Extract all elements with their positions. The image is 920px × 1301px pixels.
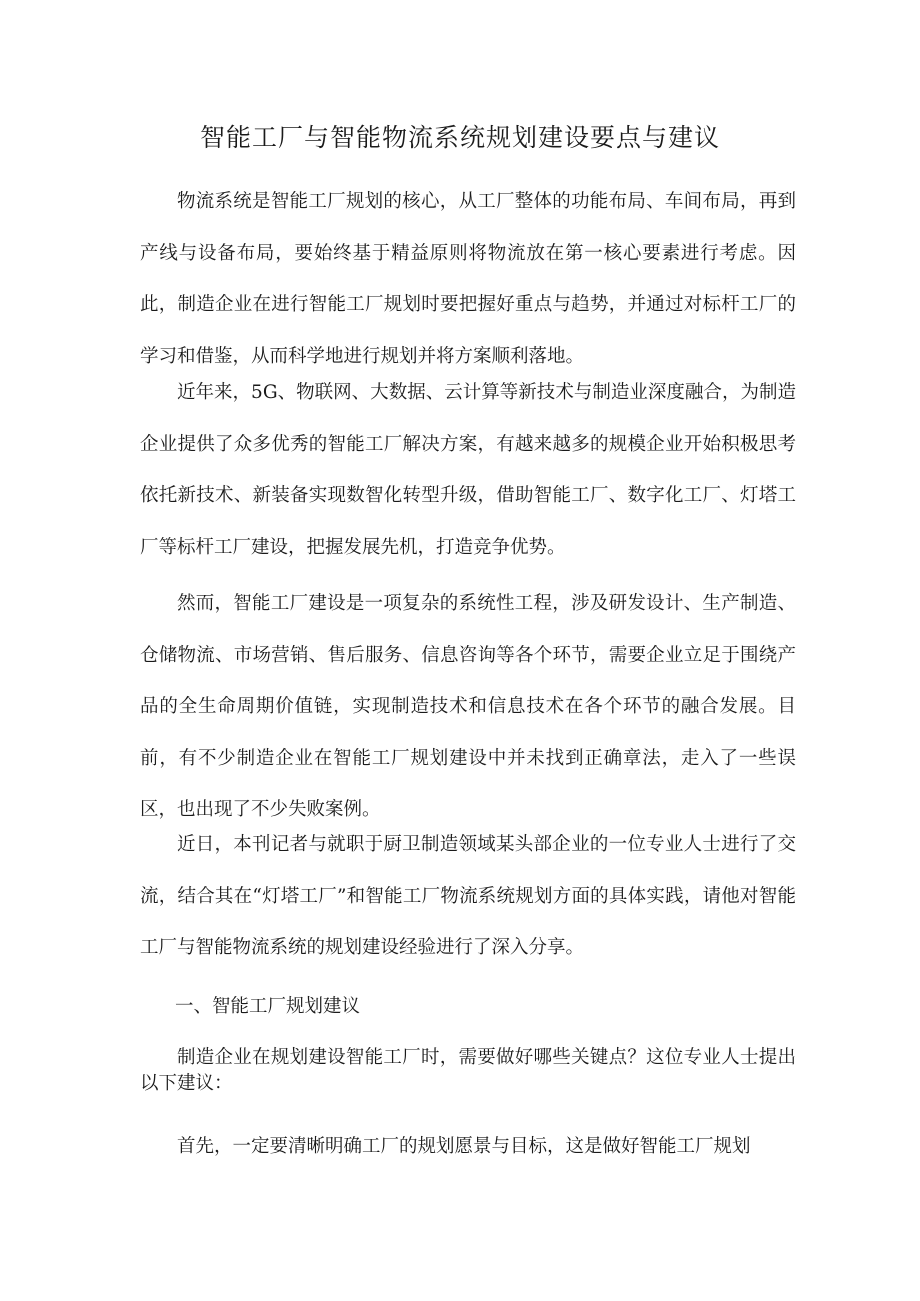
section-paragraph-2: 首先，一定要清晰明确工厂的规划愿景与目标，这是做好智能工厂规划 — [177, 1136, 751, 1157]
paragraph-2: 近年来，5G、物联网、大数据、云计算等新技术与制造业深度融合，为制造企业提供了众多优秀的智能工厂解决方案，有越来越多的规模企业开始积极思考依托新技术、新装备实现数智化转型升级，借助智能工厂、数字化工厂、灯塔工厂等标杆工厂建设，把握发展先机，打造竞争优势。 — [140, 382, 796, 558]
paragraph-3: 然而，智能工厂建设是一项复杂的系统性工程，涉及研发设计、生产制造、仓储物流、市场营销、售后服务、信息咨询等各个环节，需要企业立足于围绕产品的全生命周期价值链，实现制造技术和信息技术在各个环节的融合发展。目前，有不少制造企业在智能工厂规划建设中并未找到正确章法，走入了一些误区，也出现了不少失败案例。 — [140, 593, 796, 820]
section-paragraph-1: 制造企业在规划建设智能工厂时，需要做好哪些关键点？这位专业人士提出以下建议： — [140, 1047, 796, 1094]
paragraph-4: 近日，本刊记者与就职于厨卫制造领域某头部企业的一位专业人士进行了交流，结合其在“灯塔工厂”和智能工厂物流系统规划方面的具体实践，请他对智能工厂与智能物流系统的规划建设经验进行了深入分享。 — [140, 834, 796, 958]
section-heading: 一、智能工厂规划建议 — [175, 996, 361, 1017]
document-title: 智能工厂与智能物流系统规划建设要点与建议 — [199, 123, 720, 152]
paragraph-1: 物流系统是智能工厂规划的核心，从工厂整体的功能布局、车间布局，再到产线与设备布局，要始终基于精益原则将物流放在第一核心要素进行考虑。因此，制造企业在进行智能工厂规划时要把握好重点与趋势，并通过对标杆工厂的学习和借鉴，从而科学地进行规划并将方案顺利落地。 — [140, 191, 796, 367]
